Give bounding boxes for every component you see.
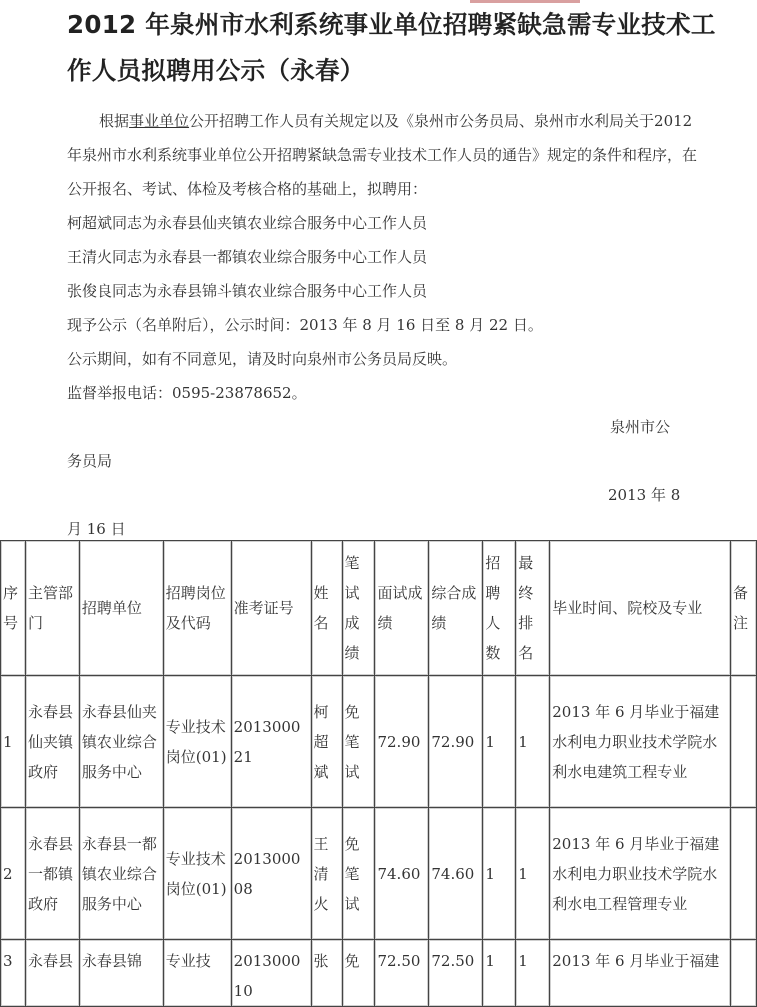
table-cell: 免 <box>342 940 375 1007</box>
table-cell: 永春县仙夹镇政府 <box>25 676 79 808</box>
date-part2: 月 16 日 <box>67 520 126 538</box>
table-cell: 1 <box>483 808 516 940</box>
table-cell: 74.60 <box>429 808 483 940</box>
table-cell: 74.60 <box>375 808 429 940</box>
hotline: 监督举报电话：0595-23878652。 <box>67 384 307 402</box>
table-cell: 免笔试 <box>342 808 375 940</box>
table-cell: 永春县一都镇农业综合服务中心 <box>79 808 163 940</box>
table-cell: 1 <box>483 676 516 808</box>
table-cell: 72.90 <box>429 676 483 808</box>
table-cell: 1 <box>516 676 550 808</box>
intro-rest: 公开招聘工作人员有关规定以及《泉州市公务员局、泉州市水利局关于2012年泉州市水利系统事业单位公开招聘紧缺急需专业技术工作人员的通告》规定的条件和程序，在公开报名、考试、体检及考核合格的基础上，拟聘用： <box>67 112 698 198</box>
table-cell: 201300008 <box>231 808 311 940</box>
table-cell: 1 <box>516 808 550 940</box>
header-cell: 姓名 <box>311 541 342 676</box>
table-cell: 张 <box>311 940 342 1007</box>
appointee-3: 张俊良同志为永春县锦斗镇农业综合服务中心工作人员 <box>67 282 428 300</box>
header-cell: 序号 <box>1 541 26 676</box>
intro-underlined-term: 事业单位 <box>129 112 190 130</box>
notice-period: 现予公示（名单附后），公示时间：2013 年 8 月 16 日至 8 月 22 日。 <box>67 316 543 334</box>
table-row <box>1 940 757 1007</box>
header-cell: 最终排名 <box>516 541 550 676</box>
date-part1: 2013 年 8 <box>608 486 681 504</box>
table-cell: 永春县锦 <box>79 940 163 1007</box>
table-cell: 2013 年 6 月毕业于福建水利电力职业技术学院水利水电工程管理专业 <box>550 808 731 940</box>
header-cell: 招聘人数 <box>483 541 516 676</box>
header-cell: 招聘岗位及代码 <box>163 541 231 676</box>
header-cell: 主管部门 <box>25 541 79 676</box>
table-header-row <box>1 541 757 676</box>
table-cell: 1 <box>1 676 26 808</box>
table-cell: 王清火 <box>311 808 342 940</box>
table-cell: 72.90 <box>375 676 429 808</box>
table-cell: 3 <box>1 940 26 1007</box>
table-cell: 永春县 <box>25 940 79 1007</box>
signature-part1: 泉州市公 <box>610 418 671 436</box>
table-cell: 永春县一都镇政府 <box>25 808 79 940</box>
table-cell: 柯超斌 <box>311 676 342 808</box>
table-cell: 专业技术岗位(01) <box>163 676 231 808</box>
table-cell: 1 <box>483 940 516 1007</box>
objection-note: 公示期间，如有不同意见，请及时向泉州市公务员局反映。 <box>67 350 458 368</box>
table-cell <box>730 808 756 940</box>
header-cell: 招聘单位 <box>79 541 163 676</box>
header-cell: 备注 <box>730 541 756 676</box>
table-cell: 专业技术岗位(01) <box>163 808 231 940</box>
appointee-1: 柯超斌同志为永春县仙夹镇农业综合服务中心工作人员 <box>67 214 428 232</box>
intro-lead: 根据 <box>99 112 130 130</box>
table-cell: 永春县仙夹镇农业综合服务中心 <box>79 676 163 808</box>
signature-part2: 务员局 <box>67 452 113 470</box>
header-cell: 笔试成绩 <box>342 541 375 676</box>
page-title: 2012 年泉州市水利系统事业单位招聘紧缺急需专业技术工作人员拟聘用公示（永春） <box>67 10 716 85</box>
header-cell: 准考证号 <box>231 541 311 676</box>
table-cell: 2013 年 6 月毕业于福建水利电力职业技术学院水利水电建筑工程专业 <box>550 676 731 808</box>
table-cell: 2 <box>1 808 26 940</box>
table-cell: 1 <box>516 940 550 1007</box>
appointee-2: 王清火同志为永春县一都镇农业综合服务中心工作人员 <box>67 248 428 266</box>
intro-paragraph <box>67 104 707 206</box>
table-cell: 2013 年 6 月毕业于福建 <box>550 940 731 1007</box>
header-cell: 综合成绩 <box>429 541 483 676</box>
appointee-table <box>0 540 757 1007</box>
table-cell <box>730 676 756 808</box>
table-cell: 201300010 <box>231 940 311 1007</box>
table-cell: 专业技 <box>163 940 231 1007</box>
table-cell: 72.50 <box>375 940 429 1007</box>
table-row <box>1 676 757 808</box>
table-row <box>1 808 757 940</box>
table-cell: 免笔试 <box>342 676 375 808</box>
table-cell <box>730 940 756 1007</box>
table-cell: 72.50 <box>429 940 483 1007</box>
header-cell: 面试成绩 <box>375 541 429 676</box>
table-cell: 201300021 <box>231 676 311 808</box>
header-cell: 毕业时间、院校及专业 <box>550 541 731 676</box>
